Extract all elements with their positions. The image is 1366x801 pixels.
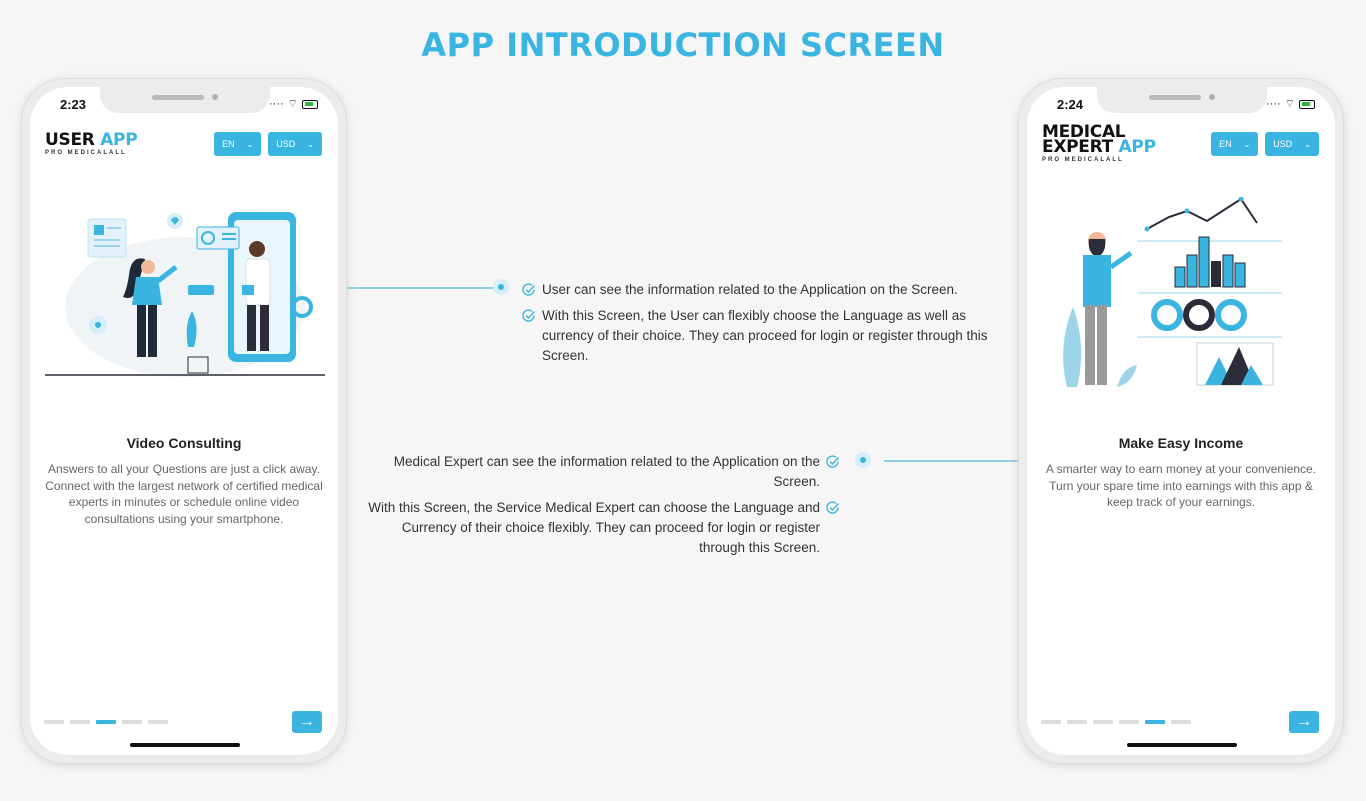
chevron-down-icon: ⌄ [246, 139, 254, 149]
arrow-right-icon: → [299, 713, 315, 730]
phone-screen [1027, 87, 1335, 755]
check-circle-icon [826, 501, 840, 515]
logo-text: USER [45, 130, 95, 150]
earnings-illustration [1037, 197, 1327, 397]
page-dot-active[interactable] [96, 720, 116, 724]
home-indicator [1127, 743, 1237, 747]
pagination-dots [1041, 720, 1191, 724]
language-select[interactable] [1211, 132, 1258, 156]
expert-connector-line [884, 460, 1018, 462]
check-circle-icon [522, 283, 536, 297]
next-button[interactable] [292, 711, 322, 733]
page-dot[interactable] [1093, 720, 1113, 724]
language-value: EN [222, 139, 235, 149]
page-title: APP INTRODUCTION SCREEN [421, 26, 945, 64]
page-dot[interactable] [44, 720, 64, 724]
slide-description: A smarter way to earn money at your convenience. Turn your spare time into earnings with this app & keep track of your earnings. [1045, 462, 1317, 509]
phone-screen [30, 87, 338, 755]
note-text: With this Screen, the Service Medical Expert can choose the Language and Currency of their choice flexibly. They can proceed for login or register through this Screen. [368, 500, 820, 555]
currency-select[interactable] [1265, 132, 1319, 156]
language-value: EN [1219, 139, 1232, 149]
note-item [360, 498, 840, 558]
next-button[interactable] [1289, 711, 1319, 733]
logo-subtitle: PRO MEDICALALL [1042, 157, 1124, 163]
home-indicator [130, 743, 240, 747]
user-notes [522, 280, 992, 372]
logo-text-line1: MEDICAL [1042, 122, 1126, 142]
page-dot[interactable] [1171, 720, 1191, 724]
page-dot[interactable] [70, 720, 90, 724]
logo-accent: APP [1118, 137, 1156, 157]
status-icons [1266, 97, 1315, 111]
slide-title: Make Easy Income [1118, 435, 1244, 451]
user-connector-node [493, 279, 509, 295]
user-connector-line [347, 287, 493, 289]
check-circle-icon [522, 309, 536, 323]
note-text: User can see the information related to the Application on the Screen. [542, 282, 958, 297]
page-dot[interactable] [122, 720, 142, 724]
status-icons [269, 97, 318, 111]
battery-icon [302, 100, 318, 109]
note-text: Medical Expert can see the information related to the Application on the Screen. [393, 454, 820, 489]
logo-accent: APP [100, 130, 138, 150]
page-dot-active[interactable] [1145, 720, 1165, 724]
note-text: With this Screen, the User can flexibly choose the Language as well as currency of their choice. They can proceed for login or register through this Screen. [542, 308, 988, 363]
phone-notch [1097, 87, 1267, 113]
phone-notch [100, 87, 270, 113]
status-time: 2:23 [60, 97, 87, 112]
selectors [214, 132, 322, 156]
chevron-down-icon: ⌄ [1243, 139, 1251, 149]
signal-icon: ···· [269, 98, 284, 110]
expert-connector-node [855, 452, 871, 468]
note-item [360, 452, 840, 492]
signal-icon: ···· [1266, 98, 1281, 110]
app-logo [45, 130, 138, 156]
app-logo [1042, 122, 1156, 163]
wifi-icon: ⌔ [287, 98, 298, 110]
currency-value: USD [1273, 139, 1293, 149]
check-circle-icon [826, 455, 840, 469]
selectors [1211, 132, 1319, 156]
slide-title: Video Consulting [126, 435, 242, 451]
page-dot[interactable] [1041, 720, 1061, 724]
expert-notes [360, 452, 840, 564]
currency-select[interactable] [268, 132, 322, 156]
battery-icon [1299, 100, 1315, 109]
video-consulting-illustration [40, 207, 330, 377]
logo-text: EXPERT [1042, 137, 1113, 157]
slide-description: Answers to all your Questions are just a click away. Connect with the largest network of certified medical experts in minutes or schedule online video consultations using your smartphone. [45, 462, 323, 526]
note-item [522, 306, 992, 366]
pagination-dots [44, 720, 168, 724]
chevron-down-icon: ⌄ [307, 139, 314, 149]
language-select[interactable] [214, 132, 261, 156]
status-time: 2:24 [1057, 97, 1084, 112]
page-dot[interactable] [148, 720, 168, 724]
arrow-right-icon: → [1296, 713, 1312, 730]
note-item [522, 280, 992, 300]
chevron-down-icon: ⌄ [1304, 139, 1311, 149]
logo-subtitle: PRO MEDICALALL [45, 150, 127, 156]
currency-value: USD [276, 139, 296, 149]
page-dot[interactable] [1067, 720, 1087, 724]
user-app-phone [21, 78, 347, 764]
wifi-icon: ⌔ [1284, 98, 1295, 110]
expert-app-phone [1018, 78, 1344, 764]
page-dot[interactable] [1119, 720, 1139, 724]
